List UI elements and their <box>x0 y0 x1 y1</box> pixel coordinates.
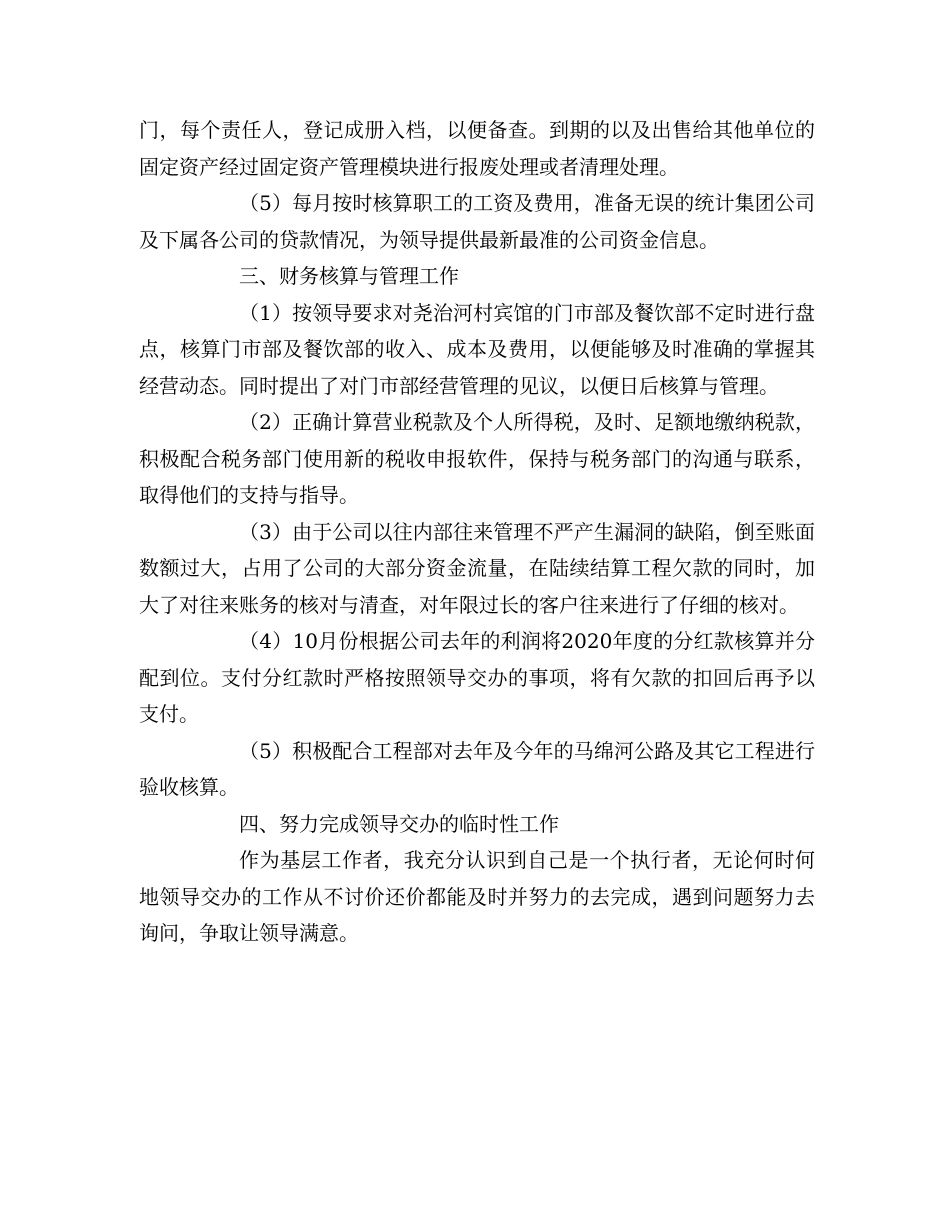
paragraph-payroll-item-5: （5）每月按时核算职工的工资及费用，准备无误的统计集团公司及下属各公司的贷款情况，为领导提供最新最准的公司资金信息。 <box>139 191 815 252</box>
paragraph-tax-item-2: （2）正确计算营业税款及个人所得税，及时、足额地缴纳税款，积极配合税务部门使用新的税收申报软件，保持与税务部门的沟通与联系，取得他们的支持与指导。 <box>139 410 815 507</box>
section-heading-accounting: 三、财务核算与管理工作 <box>239 264 459 288</box>
section-heading-temporary-work: 四、努力完成领导交办的临时性工作 <box>239 811 559 836</box>
paragraph-dividend-item-4: （4）10月份根据公司去年的利润将2020年度的分红款核算并分配到位。支付分红款时严格按照领导交办的事项，将有欠款的扣回后再予以支付。 <box>139 629 815 726</box>
paragraph-temporary-work: 作为基层工作者，我充分认识到自己是一个执行者，无论何时何地领导交办的工作从不讨价还价都能及时并努力的去完成，遇到问题努力去询问，争取让领导满意。 <box>139 848 815 945</box>
paragraph-inventory-item-1: （1）按领导要求对尧治河村宾馆的门市部及餐饮部不定时进行盘点，核算门市部及餐饮部的收入、成本及费用，以便能够及时准确的掌握其经营动态。同时提出了对门市部经营管理的见议，以便日后核算与管理。 <box>139 300 815 398</box>
paragraph-reconciliation-item-3: （3）由于公司以往内部往来管理不严产生漏洞的缺陷，倒至账面数额过大，占用了公司的大部分资金流量，在陆续结算工程欠款的同时，加大了对往来账务的核对与清查，对年限过长的客户往来进行了仔细的核对。 <box>139 519 815 617</box>
paragraph-acceptance-item-5: （5）积极配合工程部对去年及今年的马绵河公路及其它工程进行验收核算。 <box>139 738 815 799</box>
paragraph-asset-registration: 门，每个责任人，登记成册入档，以便备查。到期的以及出售给其他单位的固定资产经过固定资产管理模块进行报废处理或者清理处理。 <box>139 118 815 179</box>
document-body <box>139 112 815 952</box>
